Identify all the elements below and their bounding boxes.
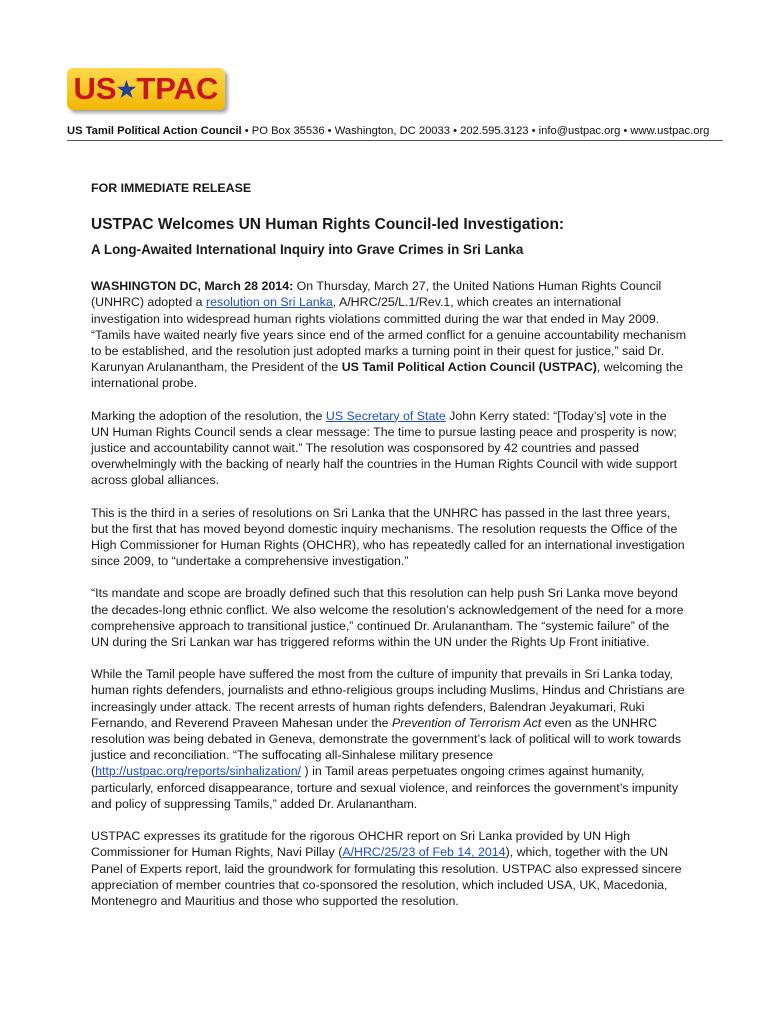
paragraph-3: This is the third in a series of resolutions on Sri Lanka that the UNHRC has passed in the last three years, but the first that has moved beyond domestic inquiry mechanisms. The resolution requests the Office of the High Commissioner for Human Rights (OHCHR), who has repeatedly called for an international investigation since 2009, to “undertake a comprehensive investigation.” xyxy=(91,505,685,569)
sinhalization-report-link[interactable]: http://ustpac.org/reports/sinhalization/ xyxy=(95,764,302,779)
logo-text: US★TPAC xyxy=(73,71,219,106)
ustpac-name: US Tamil Political Action Council (USTPAC) xyxy=(341,360,597,375)
subheadline: A Long-Awaited International Inquiry into Grave Crimes in Sri Lanka xyxy=(91,242,524,258)
star-icon: ★ xyxy=(116,77,137,102)
secretary-of-state-link[interactable]: US Secretary of State xyxy=(325,408,446,423)
paragraph-6: USTPAC expresses its gratitude for the rigorous OHCHR report on Sri Lanka provided by UN High Commissioner for Human Rights, Navi Pillay (A/HRC/25/23 of Feb 14, 2014), which, together with the UN Panel of Experts report, laid the groundwork for formulating this resolution. USTPAC also expressed sincere appreciation of member countries that co-sponsored the resolution, which included USA, UK, Macedonia, Montenegro and Mauritius and those who supported the resolution. xyxy=(91,829,682,908)
paragraph-1: WASHINGTON DC, March 28 2014: On Thursday, March 27, the United Nations Human Rights Council (UNHRC) adopted a resolution on Sri Lanka, A/HRC/25/L.1/Rev.1, which creates an international investigation into widespread human rights violations committed during the war that ended in May 2009. “Tamils have waited nearly five years since end of the armed conflict for a genuine accountability mechanism to be established, and the resolution just adopted marks a turning point in their quest for justice,” said Dr. Karunyan Arulanantham, the President of the US Tamil Political Action Council (USTPAC), welcoming the international probe. xyxy=(91,279,687,391)
ohchr-report-link[interactable]: A/HRC/25/23 of Feb 14, 2014 xyxy=(342,845,506,860)
ustpac-logo xyxy=(67,68,225,110)
letterhead-contact: • PO Box 35536 • Washington, DC 20033 • 202.595.3123 • info@ustpac.org • www.ustpac.org xyxy=(241,125,710,137)
headline: USTPAC Welcomes UN Human Rights Council-led Investigation: xyxy=(91,216,565,234)
letterhead-divider xyxy=(67,140,723,141)
act-name: Prevention of Terrorism Act xyxy=(392,715,542,730)
dateline: WASHINGTON DC, March 28 2014: xyxy=(91,279,294,294)
paragraph-2: Marking the adoption of the resolution, the US Secretary of State John Kerry stated: “[Today’s] vote in the UN Human Rights Council sends a clear message: The time to pursue lasting peace and prosperity is now; justice and accountability cannot wait.” The resolution was cosponsored by 42 countries and passed overwhelmingly with the backing of nearly half the countries in the Human Rights Council with wide support across global alliances. xyxy=(91,408,678,488)
release-label: FOR IMMEDIATE RELEASE xyxy=(91,181,252,195)
press-release-body xyxy=(91,180,687,925)
paragraph-4: “Its mandate and scope are broadly defined such that this resolution can help push Sri Lanka move beyond the decades-long ethnic conflict. We also welcome the resolution’s acknowledgement of the need for a more comprehensive approach to transitional justice,” continued Dr. Arulanantham. The “systemic failure” of the UN during the Sri Lankan war has triggered reforms within the UN under the Rights Up Front initiative. xyxy=(91,586,684,650)
resolution-link[interactable]: resolution on Sri Lanka xyxy=(206,295,333,310)
paragraph-5: While the Tamil people have suffered the most from the culture of impunity that prevails in Sri Lanka today, human rights defenders, journalists and ethno-religious groups including Muslims, Hindus and Christians are increasingly under attack. The recent arrests of human rights defenders, Balendran Jeyakumari, Ruki Fernando, and Reverend Praveen Mahesan under the Prevention of Terrorism Act even as the UNHRC resolution was being debated in Geneva, demonstrate the government’s lack of political will to work towards justice and reconciliation. “The suffocating all-Sinhalese military presence (http://ustpac.org/reports/sinhalization/ ) in Tamil areas perpetuates ongoing crimes against humanity, particularly, enforced disappearance, torture and sexual violence, and reinforces the government’s impunity and policy of suppressing Tamils,” added Dr. Arulanantham. xyxy=(91,667,685,811)
letterhead xyxy=(67,125,727,137)
letterhead-org: US Tamil Political Action Council xyxy=(67,125,242,137)
